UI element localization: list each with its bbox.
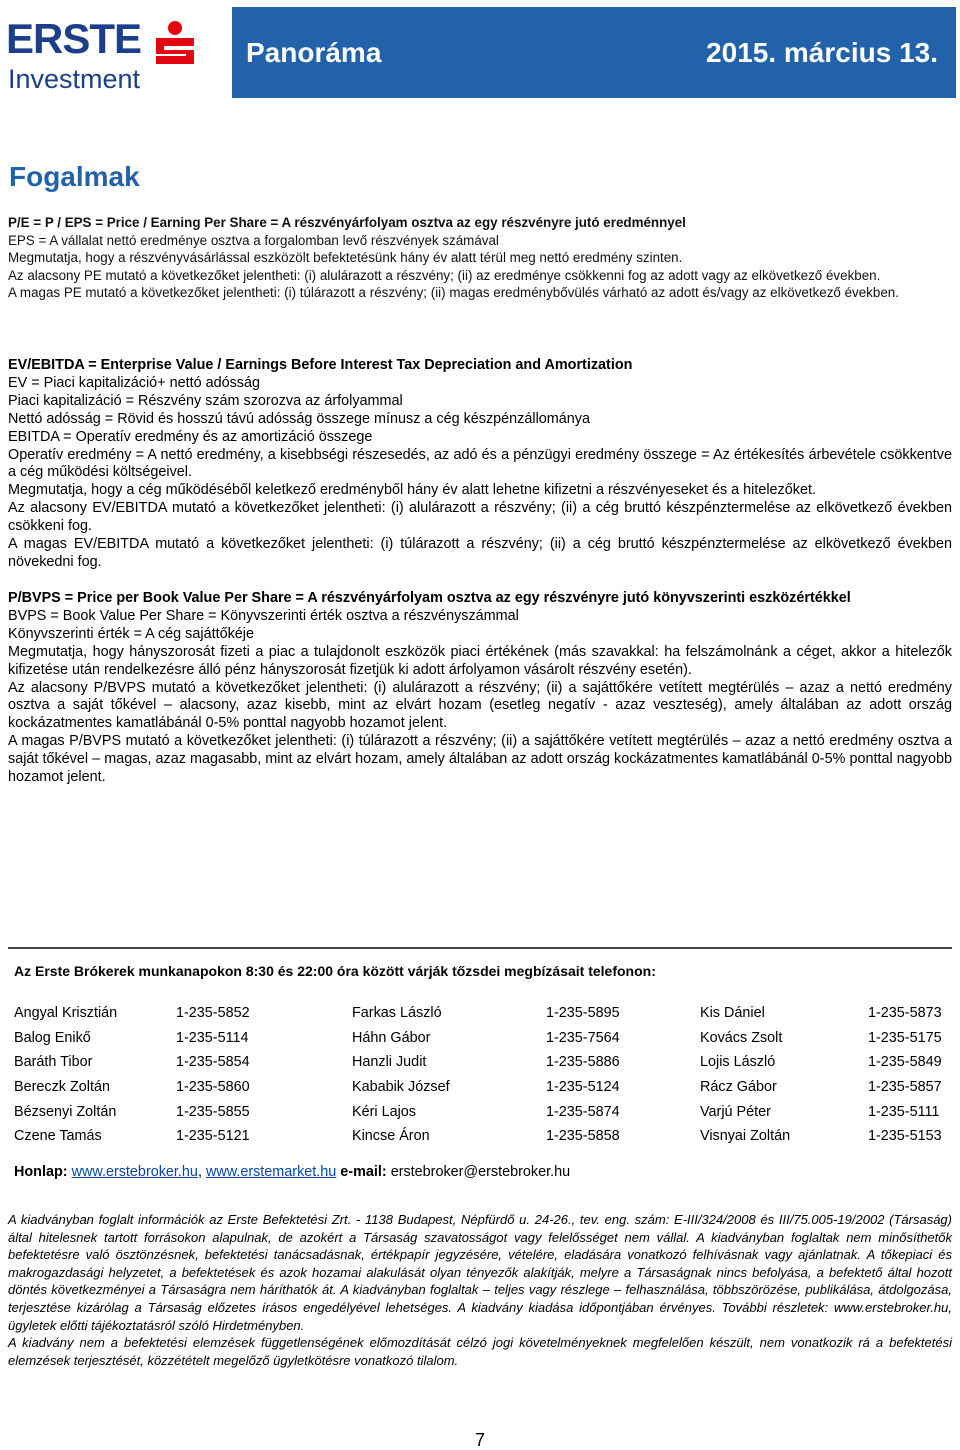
ev-ebitda-definition: EV/EBITDA = Enterprise Value / Earnings Before Interest Tax Depreciation and Amortization [8, 357, 633, 373]
table-row [14, 1001, 954, 1026]
table-row [14, 1050, 954, 1075]
page-title: Fogalmak [9, 161, 140, 192]
broker-name: Farkas László [352, 1005, 442, 1022]
pe-high: A magas PE mutató a következőket jelentheti: (i) túlárazott a részvény; (ii) magas eredménybővülés várható az adott és/vagy az elkövetkező években. [8, 285, 899, 301]
broker-name: Balog Enikő [14, 1029, 91, 1046]
broker-phone: 1-235-5852 [176, 1005, 250, 1022]
broker-phone: 1-235-5854 [176, 1054, 250, 1071]
bvps-definition: BVPS = Book Value Per Share = Könyvszerinti érték osztva a részvényszámmal [8, 607, 519, 624]
pbvps-definition: P/BVPS = Price per Book Value Per Share = A részvényárfolyam osztva az egy részvényre jutó könyvszerinti eszközértékkel [8, 590, 851, 606]
broker-phone: 1-235-7564 [546, 1029, 620, 1046]
erstebroker-link[interactable]: www.erstebroker.hu [71, 1164, 198, 1180]
ev-ebitda-high: A magas EV/EBITDA mutató a következőket jelentheti: (i) túlárazott a részvény; (ii) a cég bruttó készpénztermelése az elkövetkező években növekedni fog. [8, 536, 952, 570]
pbvps-meaning: Megmutatja, hogy hányszorosát fizeti a piac a tulajdonolt eszközök piaci értékének (más szavakkal: ha felszámolnánk a céget, akkor a hitelezők kifizetése után rendelkezésre álló pénz hányszorosát fizetjük ki adott árfolyamon vásárolt részvény esetén). [8, 643, 952, 678]
broker-phone: 1-235-5860 [176, 1079, 250, 1096]
publication-title: Panoráma [246, 37, 382, 68]
book-value-definition: Könyvszerinti érték = A cég sajáttőkéje [8, 625, 254, 642]
ev-ebitda-low: Az alacsony EV/EBITDA mutató a következőket jelentheti: (i) alulárazott a részvény; (ii) a cég bruttó készpénztermelése az elkövetkező években csökkeni fog. [8, 500, 952, 535]
contact-line [14, 1163, 570, 1181]
email-label: e-mail: [340, 1164, 387, 1180]
section-ev-ebitda [8, 357, 952, 572]
broker-phone: 1-235-5858 [546, 1128, 620, 1145]
broker-phone: 1-235-5855 [176, 1103, 250, 1120]
disclaimer-paragraph: A kiadványban foglalt információk az Erste Befektetési Zrt. - 1138 Budapest, Népfürdő u. 24-26., tev. eng. szám: E-III/324/2008 és III/75.005-19/2002 (Társaság) által hitelesnek tartott forrásokon alapulnak, de azokért a Társaság szavatosságot vagy felelősséget nem vállal. A kiadványban foglaltak nem minősíthetők befektetésre való ösztönzésnek, befektetési tanácsadásnak, értékpapír jegyzésére, vételére, eladására vonatkozó felhívásnak vagy ajánlatnak. A tőkepiaci és makrogazdasági helyzetet, a befektetések és azok hozamai alakulását olyan tényezők alakítják, melyre a Társaságnak nincs befolyása, a befektető által hozott döntés következményei a Társaságra nem háríthatók át. A kiadványban foglaltak – teljes vagy részlege – felhasználása, többszörözése, publikálása, átdolgozása, terjesztése kizárólag a Társaság előzetes írásos engedélyével lehetséges. A kiadvány kiadása időpontjában érvényes. További részletek: www.erstebroker.hu, ügyletek előtti tájékoztatásról szóló Hirdetményben. [8, 1212, 952, 1333]
ev-definition: EV = Piaci kapitalizáció+ nettó adósság [8, 374, 260, 391]
broker-name: Visnyai Zoltán [700, 1128, 791, 1145]
publication-date: 2015. március 13. [706, 37, 938, 68]
broker-phone: 1-235-5873 [868, 1005, 942, 1022]
disclaimer-paragraph: A kiadvány nem a befektetési elemzések függetlenségének előmozdítását célzó jogi követelményeknek megfelelően készült, nem vonatkozik rá a befektetési elemzések terjesztését, közzétételt megelőző ügyletkötésre vonatkozó tilalom. [8, 1335, 952, 1368]
table-row [14, 1124, 954, 1149]
page-number: 7 [474, 1430, 485, 1450]
ebitda-definition: EBITDA = Operatív eredmény és az amortizáció összege [8, 428, 373, 445]
header-banner [232, 7, 956, 98]
table-row [14, 1075, 954, 1100]
net-debt-definition: Nettó adósság = Rövid és hosszú távú adósság összege mínusz a cég készpénzállománya [8, 410, 590, 427]
broker-name: Kababik József [352, 1079, 450, 1096]
broker-phone: 1-235-5895 [546, 1005, 620, 1022]
broker-phone: 1-235-5111 [868, 1103, 940, 1120]
erste-logo [6, 10, 196, 94]
broker-name: Rácz Gábor [700, 1079, 777, 1096]
eps-definition: EPS = A vállalat nettó eredménye osztva a forgalomban levő részvények számával [8, 232, 499, 248]
broker-name: Kovács Zsolt [700, 1029, 783, 1046]
broker-name: Kincse Áron [352, 1128, 430, 1145]
operating-income-definition: Operatív eredmény = A nettó eredmény, a kisebbségi részesedés, az adó és a pénzügyi eredmény összege = Az értékesítés árbevétele csökkentve a cég működési költségeivel. [8, 446, 952, 481]
broker-phone: 1-235-5857 [868, 1079, 942, 1096]
pe-meaning: Megmutatja, hogy a részvényvásárlással eszközölt befektetésünk hány év alatt térül meg nettó eredmény szinten. [8, 250, 683, 266]
broker-name: Baráth Tibor [14, 1054, 93, 1071]
broker-name: Lojis László [700, 1054, 776, 1071]
broker-phone: 1-235-5849 [868, 1054, 942, 1071]
broker-name: Hanzli Judit [352, 1054, 427, 1071]
pe-definition: P/E = P / EPS = Price / Earning Per Share = A részvényárfolyam osztva az egy részvényre jutó eredménnyel [8, 215, 686, 230]
logo-brand-text: ERSTE [6, 15, 142, 62]
broker-name: Háhn Gábor [352, 1029, 431, 1046]
broker-phone: 1-235-5124 [546, 1079, 620, 1096]
erste-s-icon [152, 20, 198, 66]
erstemarket-link[interactable]: www.erstemarket.hu [205, 1164, 337, 1180]
brokers-intro: Az Erste Brókerek munkanapokon 8:30 és 22:00 óra között várják tőzsdei megbízásait telefonon: [14, 963, 656, 979]
broker-name: Kéri Lajos [352, 1103, 416, 1120]
email-address: erstebroker@erstebroker.hu [390, 1164, 571, 1180]
broker-name: Bézsenyi Zoltán [14, 1103, 117, 1120]
broker-name: Varjú Péter [700, 1103, 771, 1120]
section-pe [8, 214, 952, 302]
broker-phone: 1-235-5874 [546, 1103, 620, 1120]
broker-name: Angyal Krisztián [14, 1005, 118, 1022]
pbvps-high: A magas P/BVPS mutató a következőket jelentheti: (i) túlárazott a részvény; (ii) a sajáttőkére vetített megtérülés – azaz a nettó eredmény osztva a saját tőkével – magas, azaz magasabb, mint az elvárt hozam, amely általában az adott ország kockázatmentes kamatlábánál 0-5% ponttal nagyobb hozamot jelent. [8, 733, 952, 786]
broker-phone: 1-235-5121 [176, 1128, 250, 1145]
link-separator: , [197, 1164, 202, 1180]
divider [8, 947, 952, 949]
pe-low: Az alacsony PE mutató a következőket jelentheti: (i) alulárazott a részvény; (ii) az eredménye csökkenni fog az adott vagy az elkövetkező években. [8, 267, 881, 283]
disclaimer [8, 1211, 952, 1369]
broker-phone: 1-235-5175 [868, 1029, 942, 1046]
pbvps-low: Az alacsony P/BVPS mutató a következőket jelentheti: (i) alulárazott a részvény; (ii) a sajáttőkére vetített megtérülés – azaz a nettó eredmény osztva a saját tőkével – alacsony, azaz kisebb, mint az elvárt hozam (esetleg negatív - azaz veszteség), amely általában az adott ország kockázatmentes kamatlábánál 0-5% ponttal nagyobb hozamot jelent. [8, 679, 952, 732]
broker-name: Kis Dániel [700, 1005, 765, 1022]
table-row [14, 1099, 954, 1124]
broker-name: Czene Tamás [14, 1128, 102, 1145]
broker-phone: 1-235-5114 [176, 1029, 249, 1046]
table-row [14, 1026, 954, 1051]
broker-phone: 1-235-5153 [868, 1128, 942, 1145]
broker-phone: 1-235-5886 [546, 1054, 620, 1071]
logo-sub-text: Investment [8, 64, 141, 94]
section-pbvps [8, 590, 952, 787]
homepage-label: Honlap: [14, 1164, 68, 1180]
broker-contact-table [14, 1001, 954, 1149]
ev-ebitda-meaning: Megmutatja, hogy a cég működéséből keletkező eredményből hány év alatt lehetne kifizetni a részvényeseket és a hitelezőket. [8, 482, 816, 499]
broker-name: Bereczk Zoltán [14, 1079, 110, 1096]
market-cap-definition: Piaci kapitalizáció = Részvény szám szorozva az árfolyammal [8, 392, 403, 409]
